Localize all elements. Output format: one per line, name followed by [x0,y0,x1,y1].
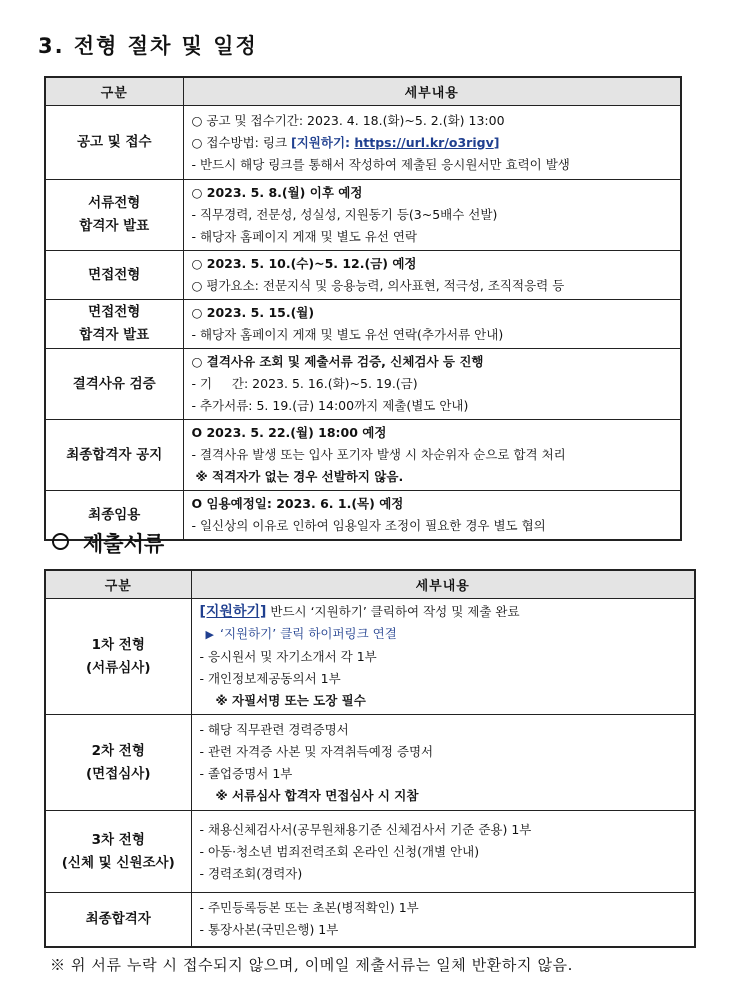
detail-line: ○ 공고 및 접수기간: 2023. 4. 18.(화)~5. 2.(화) 13:00 [191,112,505,128]
detail-line: - 응시원서 및 자기소개서 각 1부 [199,649,377,664]
row-details [183,349,681,420]
detail-line: - 기 간: 2023. 5. 16.(화)~5. 19.(금) [191,376,418,391]
table-row [45,811,695,893]
row-details [183,251,681,300]
detail-line: - 관련 자격증 사본 및 자격취득예정 증명서 [199,743,434,759]
apply-url-link[interactable]: https://url.kr/o3rigv [354,134,494,150]
row-details [183,106,681,180]
table-header-row [45,570,695,599]
detail-line: - 추가서류: 5. 19.(금) 14:00까지 제출(별도 안내) [191,398,469,413]
header-details: 세부내용 [191,570,695,599]
table-row [45,180,681,251]
required-documents-table [44,569,696,948]
detail-line: - 아동·청소년 범죄전력조회 온라인 신청(개별 안내) [199,843,480,859]
row-category: 면접전형 [45,251,183,300]
detail-line: - 해당 직무관련 경력증명서 [199,721,349,737]
detail-line: - 해당자 홈페이지 게재 및 별도 유선 연락 [191,229,418,244]
row-category: 결격사유 검증 [45,349,183,420]
documents-section-title: 제출서류 [52,528,164,558]
detail-line: - 직무경력, 전문성, 성실성, 지원동기 등(3~5배수 선발) [191,207,498,222]
section-title: 3. 전형 절차 및 일정 [38,34,258,58]
detail-line: - 채용신체검사서(공무원채용기준 신체검사서 기준 준용) 1부 [199,821,532,837]
detail-line: ○ 2023. 5. 8.(월) 이후 예정 [191,185,363,200]
row-category: 최종합격자 공지 [45,420,183,491]
row-category: 공고 및 접수 [45,106,183,180]
detail-line: - 경력조회(경력자) [199,865,303,881]
detail-line: ※ 적격자가 없는 경우 선발하지 않음. [195,469,404,484]
table-header-row [45,77,681,106]
detail-line: - 주민등록등본 또는 초본(병적확인) 1부 [199,900,419,916]
row-details [191,893,695,947]
detail-line: ○ 2023. 5. 10.(수)~5. 12.(금) 예정 [191,256,417,271]
detail-line: ○ 2023. 5. 15.(월) [191,305,315,320]
header-category: 구분 [45,77,183,106]
table-row [45,349,681,420]
detail-line: - 통장사본(국민은행) 1부 [199,922,339,938]
detail-line: ※ 서류심사 합격자 면접심사 시 지참 [215,787,419,803]
row-category: 3차 전형 (신체 및 신원조사) [45,811,191,893]
circle-bullet-icon [52,533,69,550]
detail-line: - 일신상의 이유로 인하여 임용일자 조정이 필요한 경우 별도 협의 [191,518,546,533]
row-details [183,180,681,251]
row-details [183,491,681,541]
detail-line: - 해당자 홈페이지 게재 및 별도 유선 연락(추가서류 안내) [191,327,504,342]
detail-line: ○ 접수방법: 링크 [지원하기: https://url.kr/o3rigv] [191,134,500,150]
detail-line: ○ 평가요소: 전문지식 및 응용능력, 의사표현, 적극성, 조직적응력 등 [191,278,565,293]
table-row [45,106,681,180]
row-category: 1차 전형 (서류심사) [45,599,191,715]
header-category: 구분 [45,570,191,599]
table-row [45,715,695,811]
row-details [191,811,695,893]
apply-link-label[interactable]: [지원하기: [291,134,355,150]
table-row [45,300,681,349]
detail-line: [지원하기] 반드시 ‘지원하기’ 클릭하여 작성 및 제출 완료 [199,604,520,620]
procedure-schedule-table [44,76,682,541]
detail-line: ※ 자필서명 또는 도장 필수 [215,693,366,708]
header-details: 세부내용 [183,77,681,106]
row-category: 면접전형 합격자 발표 [45,300,183,349]
table-row [45,420,681,491]
footer-note: ※ 위 서류 누락 시 접수되지 않으며, 이메일 제출서류는 일체 반환하지 않음. [50,956,573,974]
table-row [45,893,695,947]
detail-line: ▶ ‘지원하기’ 클릭 하이퍼링크 연결 [205,626,397,641]
table-row [45,599,695,715]
detail-line: - 결격사유 발생 또는 입사 포기자 발생 시 차순위자 순으로 합격 처리 [191,447,566,462]
detail-line: - 개인정보제공동의서 1부 [199,671,341,686]
detail-line: - 반드시 해당 링크를 통해서 작성하여 제출된 응시원서만 효력이 발생 [191,156,570,172]
row-details [183,300,681,349]
apply-link[interactable]: [지원하기] [199,604,267,620]
detail-line: O 2023. 5. 22.(월) 18:00 예정 [191,425,387,440]
detail-line: O 임용예정일: 2023. 6. 1.(목) 예정 [191,496,404,511]
play-arrow-icon: ▶ [205,628,214,641]
row-details [191,715,695,811]
detail-line: ○ 결격사유 조회 및 제출서류 검증, 신체검사 등 진행 [191,354,484,369]
row-category: 최종임용 [45,491,183,541]
row-category: 최종합격자 [45,893,191,947]
detail-line: - 졸업증명서 1부 [199,765,293,781]
table-row [45,251,681,300]
row-details [191,599,695,715]
row-category: 2차 전형 (면접심사) [45,715,191,811]
row-category: 서류전형 합격자 발표 [45,180,183,251]
row-details [183,420,681,491]
